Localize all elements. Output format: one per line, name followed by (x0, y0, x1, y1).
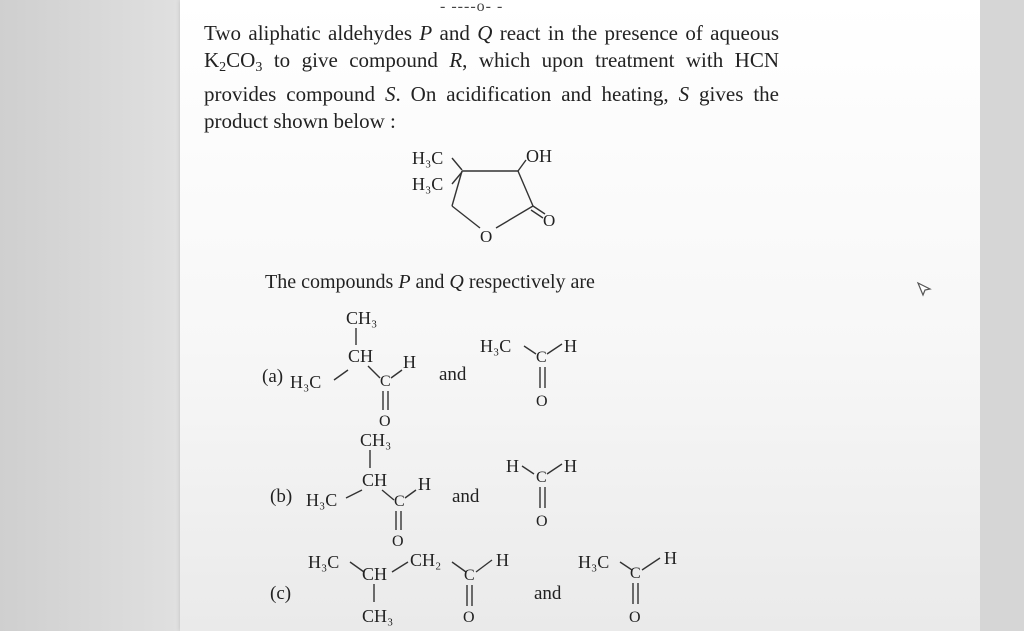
option-c-p-bond-2 (392, 562, 408, 572)
background-left (0, 0, 180, 631)
option-b-compound-q (500, 452, 610, 532)
option-b-q-bond-left (522, 466, 534, 474)
option-a-label[interactable]: (a) (262, 366, 284, 387)
option-a-p-ch3: CH₃ (346, 308, 378, 328)
option-c-compound-p (306, 544, 536, 631)
option-c-label[interactable]: (c) (270, 583, 292, 604)
ring-bond-right (518, 171, 533, 206)
hydroxyl-label: OH (526, 146, 552, 166)
option-a-q-h: H (564, 336, 577, 356)
option-c-q-h: H (664, 548, 677, 568)
option-a-q-h3c: H₃C (480, 336, 512, 356)
option-c-p-h3c: H₃C (308, 552, 340, 572)
option-b-q-h-left: H (506, 456, 519, 476)
option-a-p-bond-right (368, 366, 380, 378)
ring-oxygen-label: O (480, 227, 493, 246)
methyl-bond-1 (452, 158, 462, 170)
option-c-q-h3c: H₃C (578, 552, 610, 572)
option-c-p-c: C (464, 567, 475, 584)
option-b-q-o: O (536, 513, 548, 530)
option-c-p-ch3: CH₃ (362, 606, 394, 626)
option-b-p-bond-h (405, 490, 416, 498)
option-a-p-h: H (403, 352, 416, 372)
product-structure (400, 140, 600, 250)
option-c-q-o: O (629, 609, 641, 626)
question-text: Two aliphatic aldehydes P and Q react in the presence of aqueous K2CO3 to give compound R, which upon treatment with HCN provides compound S. On acidification and heating, S gives the product shown below : (204, 21, 779, 133)
option-a-q-o: O (536, 393, 548, 410)
mouse-cursor-icon (916, 281, 934, 299)
option-a-p-ch: CH (348, 346, 374, 366)
option-a-p-h3c: H₃C (290, 372, 322, 392)
option-b-compound-p (304, 424, 454, 554)
option-a-p-c: C (380, 373, 391, 390)
option-a-q-c: C (536, 349, 547, 366)
option-a-compound-p (290, 300, 440, 435)
option-c-q-c: C (630, 565, 641, 582)
ring-bond-bottom-right (496, 206, 533, 228)
option-a-compound-q (476, 332, 606, 412)
option-b-p-h3c: H₃C (306, 490, 338, 510)
option-c-p-h: H (496, 550, 509, 570)
ring-bond-left (452, 171, 462, 206)
option-a-p-o: O (379, 413, 391, 430)
option-c-p-ch2: CH₂ (410, 550, 442, 570)
option-a-p-bond-h (391, 370, 402, 378)
option-c-p-bond-h (476, 560, 492, 572)
option-c-p-ch: CH (362, 564, 388, 584)
background-right (980, 0, 1024, 631)
methyl-label-1: H₃C (412, 148, 444, 168)
option-b-q-h: H (564, 456, 577, 476)
option-b-p-h: H (418, 474, 431, 494)
option-c-q-bond-h (642, 558, 660, 570)
option-a-and: and (439, 364, 467, 385)
option-b-p-c: C (394, 493, 405, 510)
option-c-p-o: O (463, 609, 475, 626)
option-b-label[interactable]: (b) (270, 486, 293, 507)
option-c-compound-q (574, 544, 704, 631)
answer-prompt: The compounds P and Q respectively are (265, 271, 595, 293)
ring-bond-bottom-left (452, 206, 480, 228)
option-b-and: and (452, 486, 480, 507)
option-c-and: and (534, 583, 562, 604)
option-b-p-ch: CH (362, 470, 388, 490)
option-b-p-bond-left (346, 490, 362, 498)
oh-bond (518, 160, 526, 171)
option-b-p-o: O (392, 533, 404, 550)
option-a-q-bond-h (547, 344, 562, 354)
option-b-p-ch3: CH₃ (360, 430, 392, 450)
option-b-p-bond-right (382, 490, 394, 500)
option-b-q-bond-h (547, 464, 562, 474)
carbonyl-oxygen-label: O (543, 211, 556, 230)
stray-top-text: - ----o- - (440, 0, 504, 15)
option-a-q-bond-left (524, 346, 536, 354)
option-b-q-c: C (536, 469, 547, 486)
option-a-p-bond-left (334, 370, 348, 380)
methyl-label-2: H₃C (412, 174, 444, 194)
